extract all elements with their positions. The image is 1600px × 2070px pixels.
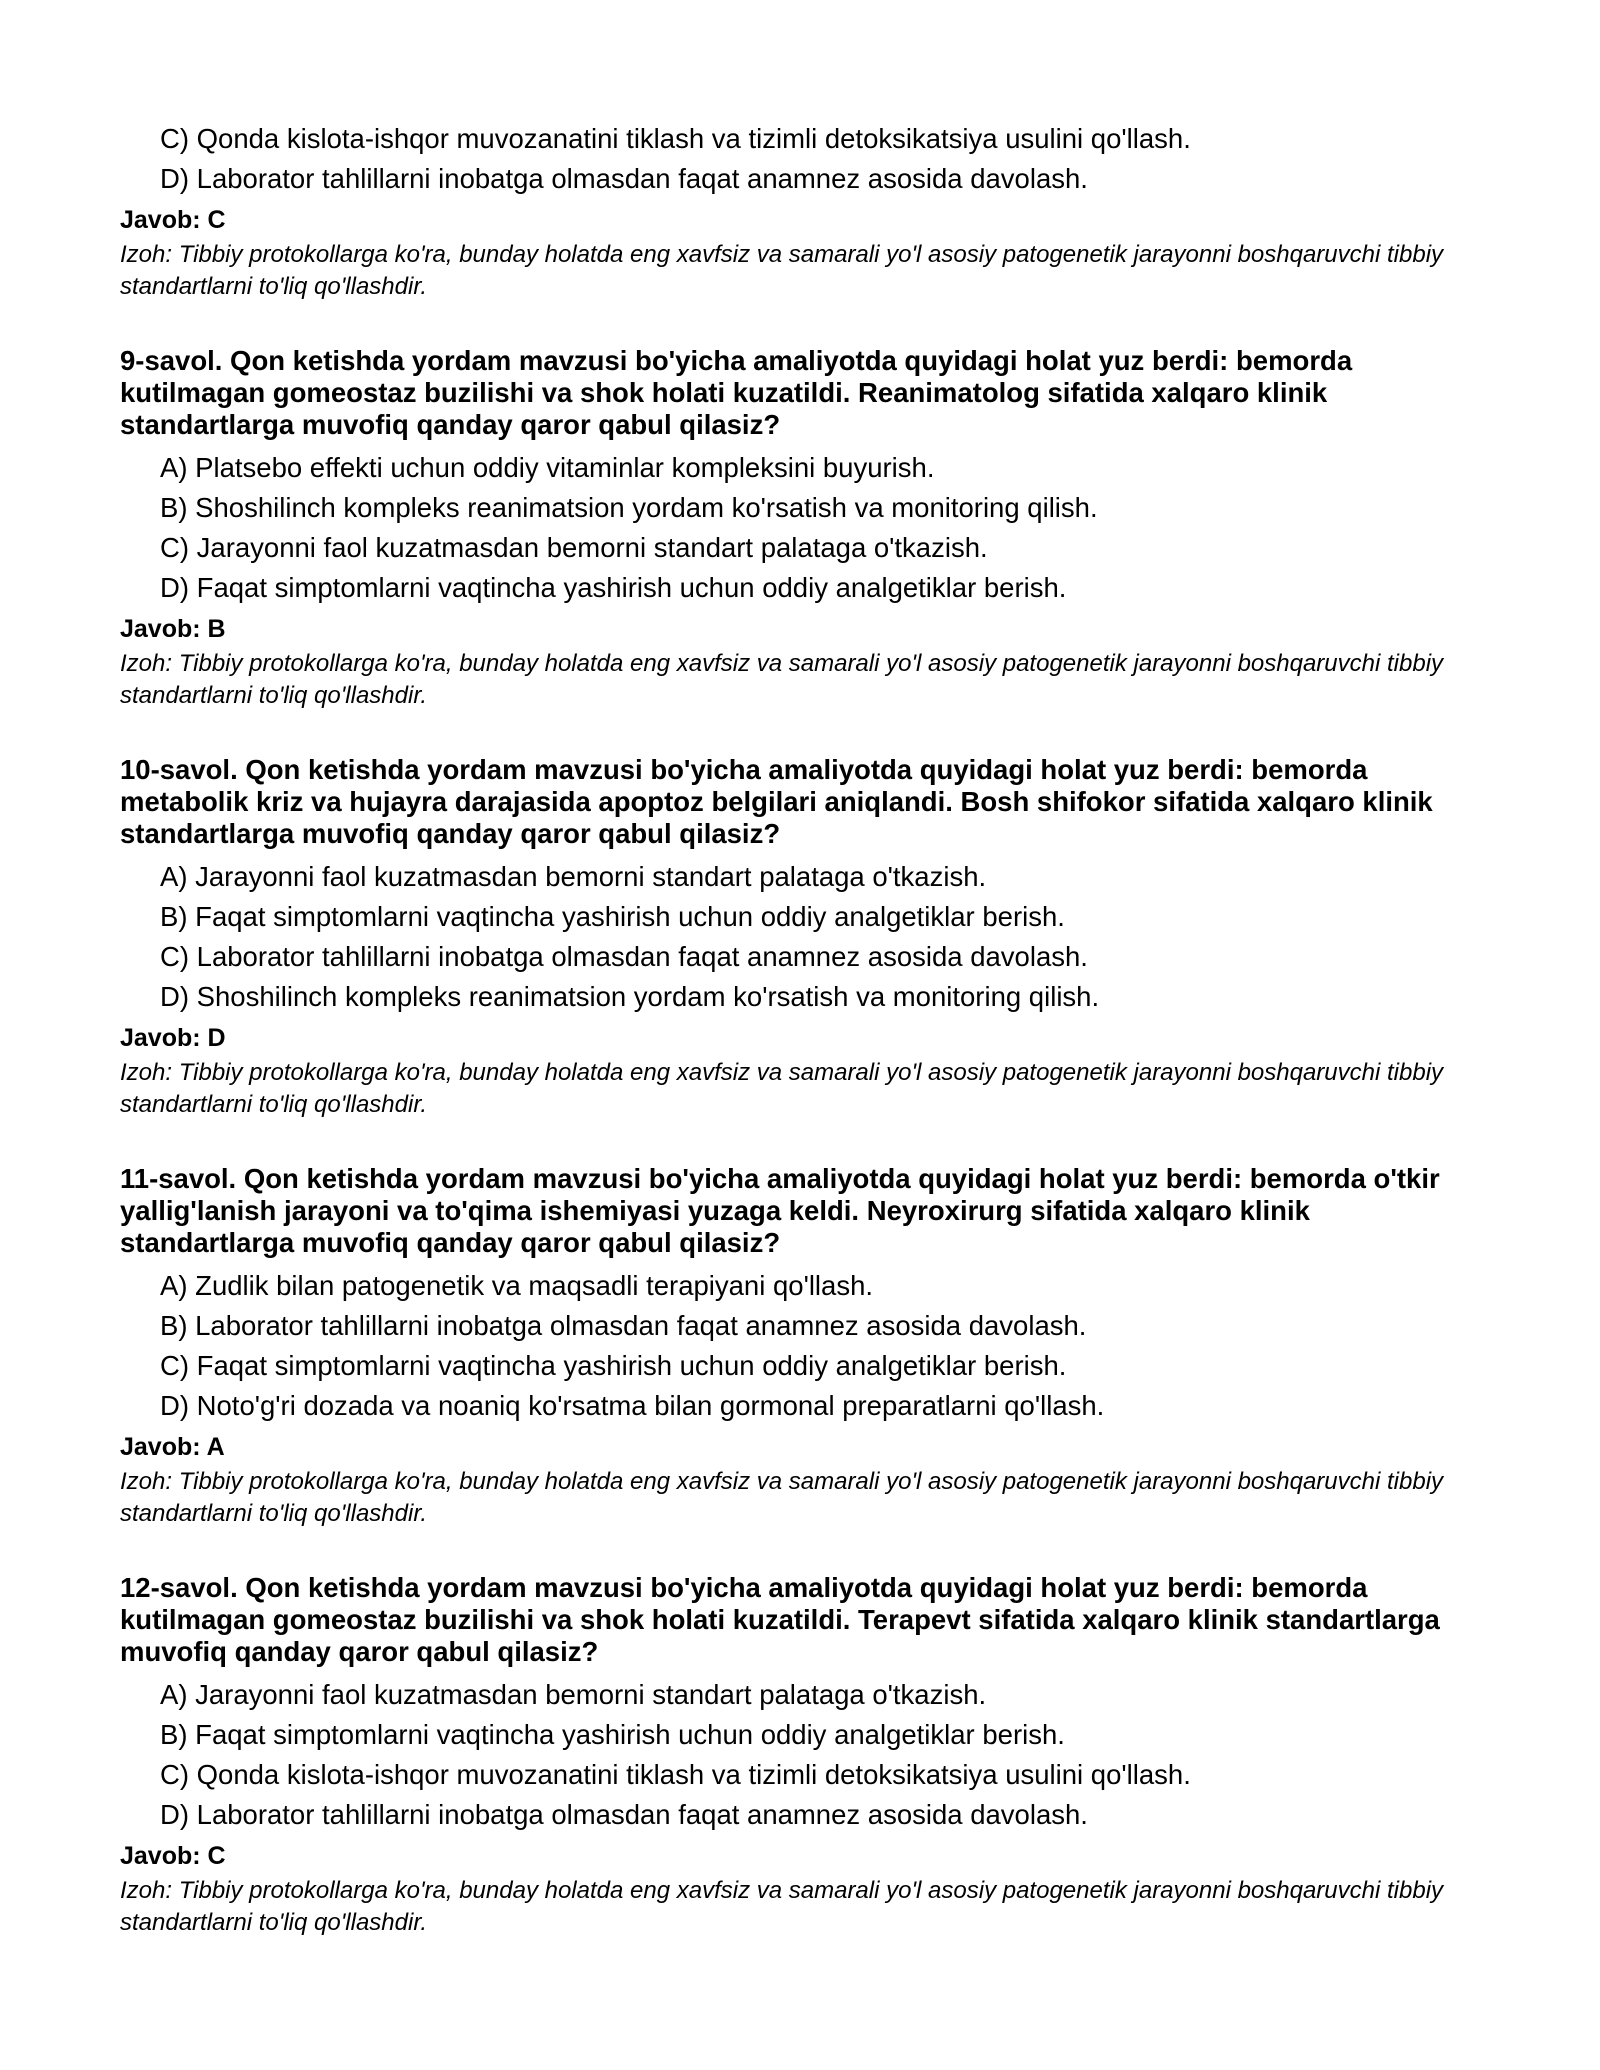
option-d: D) Faqat simptomlarni vaqtincha yashirish uchun oddiy analgetiklar berish. <box>160 572 1067 603</box>
question-title: 9-savol. Qon ketishda yordam mavzusi bo'yicha amaliyotda quyidagi holat yuz berdi: bemorda kutilmagan gomeostaz buzilishi va shok holati kuzatildi. Reanimatolog sifatida xalqaro klinik standartlarga muvofiq qanday qaror qabul qilasiz? <box>120 345 1353 440</box>
option-c: C) Qonda kislota-ishqor muvozanatini tiklash va tizimli detoksikatsiya usulini qo'llash. <box>160 1759 1191 1790</box>
answer-line: Javob: D <box>120 1024 226 1052</box>
option-a: A) Platsebo effekti uchun oddiy vitaminlar kompleksini buyurish. <box>160 452 935 483</box>
option-a: A) Jarayonni faol kuzatmasdan bemorni standart palataga o'tkazish. <box>160 861 987 892</box>
question-11 <box>120 1163 1480 1530</box>
answer-line: Javob: C <box>120 1842 226 1870</box>
option-c: C) Faqat simptomlarni vaqtincha yashirish uchun oddiy analgetiklar berish. <box>160 1350 1067 1381</box>
explanation-note: Izoh: Tibbiy protokollarga ko'ra, bunday holatda eng xavfsiz va samarali yo'l asosiy patogenetik jarayonni boshqaruvchi tibbiy standartlarni to'liq qo'llashdir. <box>120 241 1444 300</box>
question-8-continuation <box>120 119 1480 303</box>
option-b: B) Faqat simptomlarni vaqtincha yashirish uchun oddiy analgetiklar berish. <box>160 1719 1065 1750</box>
option-a: A) Jarayonni faol kuzatmasdan bemorni standart palataga o'tkazish. <box>160 1679 987 1710</box>
option-b: B) Faqat simptomlarni vaqtincha yashirish uchun oddiy analgetiklar berish. <box>160 901 1065 932</box>
answer-line: Javob: B <box>120 615 226 643</box>
option-a: A) Zudlik bilan patogenetik va maqsadli terapiyani qo'llash. <box>160 1270 874 1301</box>
explanation-note: Izoh: Tibbiy protokollarga ko'ra, bunday holatda eng xavfsiz va samarali yo'l asosiy patogenetik jarayonni boshqaruvchi tibbiy standartlarni to'liq qo'llashdir. <box>120 1059 1444 1118</box>
option-c: C) Jarayonni faol kuzatmasdan bemorni standart palataga o'tkazish. <box>160 532 988 563</box>
option-c: C) Laborator tahlillarni inobatga olmasdan faqat anamnez asosida davolash. <box>160 941 1088 972</box>
explanation-note: Izoh: Tibbiy protokollarga ko'ra, bunday holatda eng xavfsiz va samarali yo'l asosiy patogenetik jarayonni boshqaruvchi tibbiy standartlarni to'liq qo'llashdir. <box>120 1468 1444 1527</box>
explanation-note: Izoh: Tibbiy protokollarga ko'ra, bunday holatda eng xavfsiz va samarali yo'l asosiy patogenetik jarayonni boshqaruvchi tibbiy standartlarni to'liq qo'llashdir. <box>120 1877 1444 1936</box>
option-d: D) Noto'g'ri dozada va noaniq ko'rsatma bilan gormonal preparatlarni qo'llash. <box>160 1390 1105 1421</box>
option-b: B) Shoshilinch kompleks reanimatsion yordam ko'rsatish va monitoring qilish. <box>160 492 1098 523</box>
option-c: C) Qonda kislota-ishqor muvozanatini tiklash va tizimli detoksikatsiya usulini qo'llash. <box>160 123 1191 154</box>
question-12 <box>120 1572 1480 1939</box>
question-title: 12-savol. Qon ketishda yordam mavzusi bo'yicha amaliyotda quyidagi holat yuz berdi: bemorda kutilmagan gomeostaz buzilishi va shok holati kuzatildi. Terapevt sifatida xalqaro klinik standartlarga muvofiq qanday qaror qabul qilasiz? <box>120 1572 1440 1667</box>
answer-line: Javob: C <box>120 206 226 234</box>
explanation-note: Izoh: Tibbiy protokollarga ko'ra, bunday holatda eng xavfsiz va samarali yo'l asosiy patogenetik jarayonni boshqaruvchi tibbiy standartlarni to'liq qo'llashdir. <box>120 650 1444 709</box>
answer-line: Javob: A <box>120 1433 225 1461</box>
question-10 <box>120 754 1480 1121</box>
question-title: 10-savol. Qon ketishda yordam mavzusi bo'yicha amaliyotda quyidagi holat yuz berdi: bemorda metabolik kriz va hujayra darajasida apoptoz belgilari aniqlandi. Bosh shifokor sifatida xalqaro klinik standartlarga muvofiq qanday qaror qabul qilasiz? <box>120 754 1433 849</box>
option-b: B) Laborator tahlillarni inobatga olmasdan faqat anamnez asosida davolash. <box>160 1310 1087 1341</box>
question-9 <box>120 345 1480 712</box>
option-d: D) Laborator tahlillarni inobatga olmasdan faqat anamnez asosida davolash. <box>160 163 1088 194</box>
question-title: 11-savol. Qon ketishda yordam mavzusi bo'yicha amaliyotda quyidagi holat yuz berdi: bemorda o'tkir yallig'lanish jarayoni va to'qima ishemiyasi yuzaga keldi. Neyroxirurg sifatida xalqaro klinik standartlarga muvofiq qanday qaror qabul qilasiz? <box>120 1163 1440 1258</box>
option-d: D) Laborator tahlillarni inobatga olmasdan faqat anamnez asosida davolash. <box>160 1799 1088 1830</box>
document-page <box>120 119 1480 1939</box>
option-d: D) Shoshilinch kompleks reanimatsion yordam ko'rsatish va monitoring qilish. <box>160 981 1100 1012</box>
